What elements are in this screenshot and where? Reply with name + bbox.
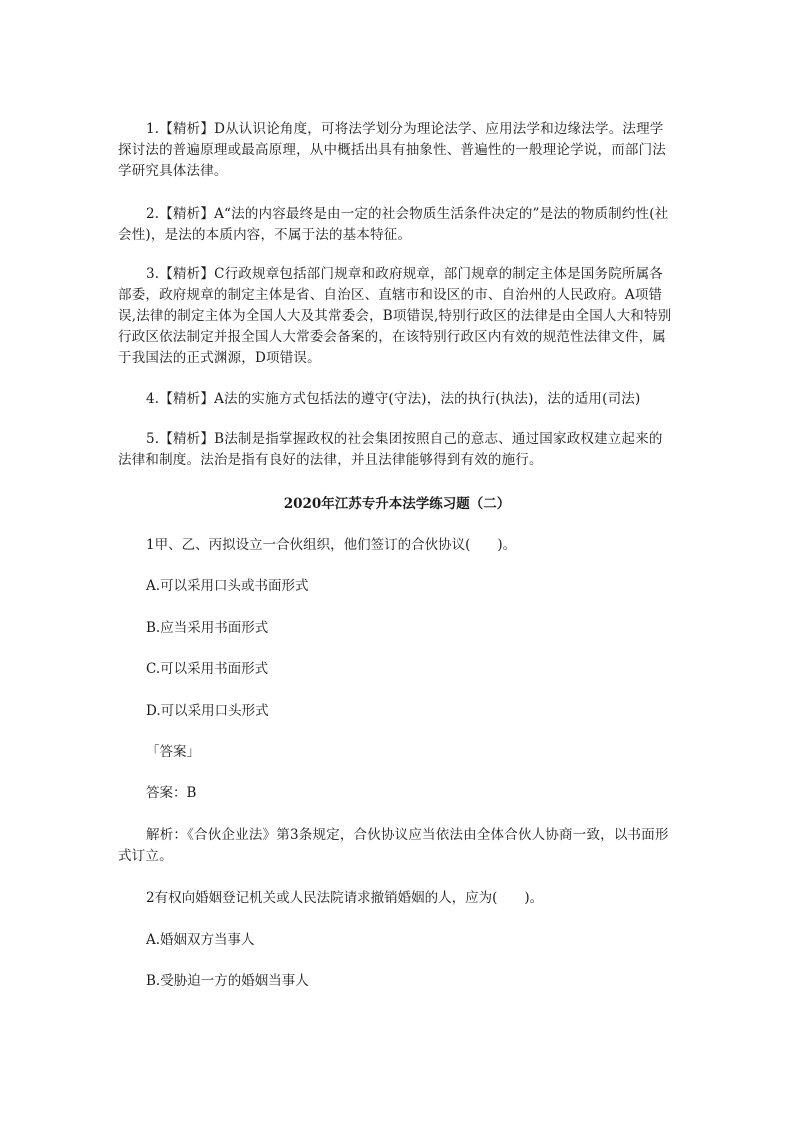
analysis-paragraph-4: 4.【精析】A法的实施方式包括法的遵守(守法)，法的执行(执法)，法的适用(司法) (146, 391, 641, 407)
question-1-option-c: C.可以采用书面形式 (146, 661, 269, 677)
question-1-explanation: 解析：《合伙企业法》第3条规定，合伙协议应当依法由全体合伙人协商一致，以书面形式订立。 (118, 827, 669, 864)
question-1-answer-heading: 「答案」 (146, 744, 200, 760)
analysis-paragraph-3: 3.【精析】C行政规章包括部门规章和政府规章，部门规章的制定主体是国务院所属各部委，政府规章的制定主体是省、自治区、直辖市和设区的市、自治州的人民政府。A项错误,法律的制定主体为全国人大及其常委会，B项错误,特别行政区的法律是由全国人大和特别行政区依法制定并报全国人大常委会备案的，在该特别行政区内有效的规范性法律文件，属于我国法的正式渊源，D项错误。 (118, 266, 672, 366)
question-1-answer: 答案：B (146, 785, 197, 801)
question-1-option-d: D.可以采用口头形式 (146, 703, 269, 719)
section-title: 2020年江苏专升本法学练习题（二） (283, 496, 511, 512)
question-2-option-b: B.受胁迫一方的婚姻当事人 (146, 973, 309, 989)
question-2-stem: 2有权向婚姻登记机关或人民法院请求撤销婚姻的人，应为( )。 (146, 890, 544, 906)
question-1-option-b: B.应当采用书面形式 (146, 620, 269, 636)
analysis-paragraph-5: 5.【精析】B法制是指掌握政权的社会集团按照自己的意志、通过国家政权建立起来的法律和制度。法治是指有良好的法律，并且法律能够得到有效的施行。 (118, 431, 663, 468)
question-2-option-a: A.婚姻双方当事人 (146, 932, 255, 948)
question-1-option-a: A.可以采用口头或书面形式 (146, 578, 309, 594)
analysis-paragraph-2: 2.【精析】A“法的内容最终是由一定的社会物质生活条件决定的”是法的物质制约性(社会性)，是法的本质内容，不属于法的基本特征。 (118, 206, 669, 243)
question-1-stem: 1甲、乙、丙拟设立一合伙组织，他们签订的合伙协议( )。 (146, 537, 517, 553)
analysis-paragraph-1: 1.【精析】D从认识论角度，可将法学划分为理论法学、应用法学和边缘法学。法理学探讨法的普遍原理或最高原理，从中概括出具有抽象性、普遍性的一般理论学说，而部门法学研究具体法律。 (118, 121, 666, 179)
